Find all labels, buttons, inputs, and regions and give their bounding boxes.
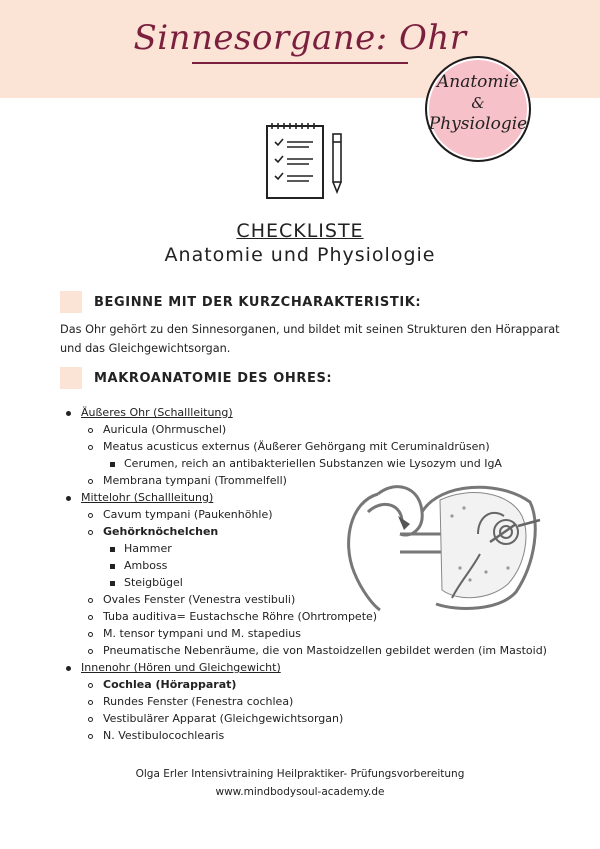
badge-line-3: Physiologie xyxy=(428,114,528,134)
list-item: Cochlea (Hörapparat) xyxy=(103,678,237,691)
list-item: Auricula (Ohrmuschel) xyxy=(103,423,227,436)
bullet xyxy=(66,411,71,416)
list-item: Tuba auditiva= Eustachsche Röhre (Ohrtrompete) xyxy=(103,610,378,623)
list-item: Ovales Fenster (Venestra vestibuli) xyxy=(103,593,296,606)
list-item: Äußeres Ohr (Schallleitung) xyxy=(81,406,233,419)
bullet xyxy=(110,547,115,552)
bullet xyxy=(88,445,93,450)
bullet xyxy=(88,700,93,705)
bullet xyxy=(88,530,93,535)
footer-website: www.mindbodysoul-academy.de xyxy=(215,786,385,798)
topic-badge xyxy=(425,56,531,162)
bullet xyxy=(88,615,93,620)
list-item: Amboss xyxy=(124,559,168,572)
page-title: Sinnesorgane: Ohr xyxy=(133,18,467,58)
badge-line-2: & xyxy=(471,94,485,112)
list-item: M. tensor tympani und M. stapedius xyxy=(103,627,301,640)
bullet xyxy=(88,428,93,433)
bullet xyxy=(88,734,93,739)
ear-anatomy-illustration xyxy=(340,472,545,612)
footer-author: Olga Erler Intensivtraining Heilpraktiker- Prüfungsvorbereitung xyxy=(135,768,465,780)
checklist-subtitle: Anatomie und Physiologie xyxy=(164,244,436,266)
badge-line-1: Anatomie xyxy=(436,72,520,92)
bullet xyxy=(88,683,93,688)
list-item: Membrana tympani (Trommelfell) xyxy=(103,474,287,487)
list-item: Innenohr (Hören und Gleichgewicht) xyxy=(81,661,281,674)
list-item: Cerumen, reich an antibakteriellen Substanzen wie Lysozym und IgA xyxy=(124,457,502,470)
list-item: N. Vestibulocochlearis xyxy=(103,729,225,742)
intro-line: und das Gleichgewichtsorgan. xyxy=(60,342,231,355)
list-item: Mittelohr (Schallleitung) xyxy=(81,491,214,504)
bullet xyxy=(88,513,93,518)
section-heading-kurzcharakteristik: BEGINNE MIT DER KURZCHARAKTERISTIK: xyxy=(94,295,422,310)
list-item: Cavum tympani (Paukenhöhle) xyxy=(103,508,273,521)
list-item: Rundes Fenster (Fenestra cochlea) xyxy=(103,695,294,708)
bullet xyxy=(88,598,93,603)
list-item: Steigbügel xyxy=(124,576,183,589)
bullet xyxy=(88,717,93,722)
bullet xyxy=(88,632,93,637)
list-item: Meatus acusticus externus (Äußerer Gehörgang mit Ceruminaldrüsen) xyxy=(103,440,490,453)
section-heading-makroanatomie: MAKROANATOMIE DES OHRES: xyxy=(94,371,333,386)
list-item: Vestibulärer Apparat (Gleichgewichtsorgan) xyxy=(103,712,344,725)
checklist-title: CHECKLISTE xyxy=(236,220,364,242)
list-item: Pneumatische Nebenräume, die von Mastoidzellen gebildet werden (im Mastoid) xyxy=(103,644,547,657)
section-marker xyxy=(60,291,82,313)
bullet xyxy=(66,496,71,501)
intro-line: Das Ohr gehört zu den Sinnesorganen, und bildet mit seinen Strukturen den Hörapparat xyxy=(60,323,560,336)
bullet xyxy=(110,462,115,467)
clipboard-checklist-icon xyxy=(264,120,348,202)
intro-paragraph xyxy=(60,320,560,358)
bullet xyxy=(110,581,115,586)
bullet xyxy=(88,479,93,484)
bullet xyxy=(66,666,71,671)
list-item: Hammer xyxy=(124,542,172,555)
title-underline xyxy=(192,62,408,64)
bullet xyxy=(110,564,115,569)
section-marker xyxy=(60,367,82,389)
list-item: Gehörknöchelchen xyxy=(103,525,219,538)
bullet xyxy=(88,649,93,654)
